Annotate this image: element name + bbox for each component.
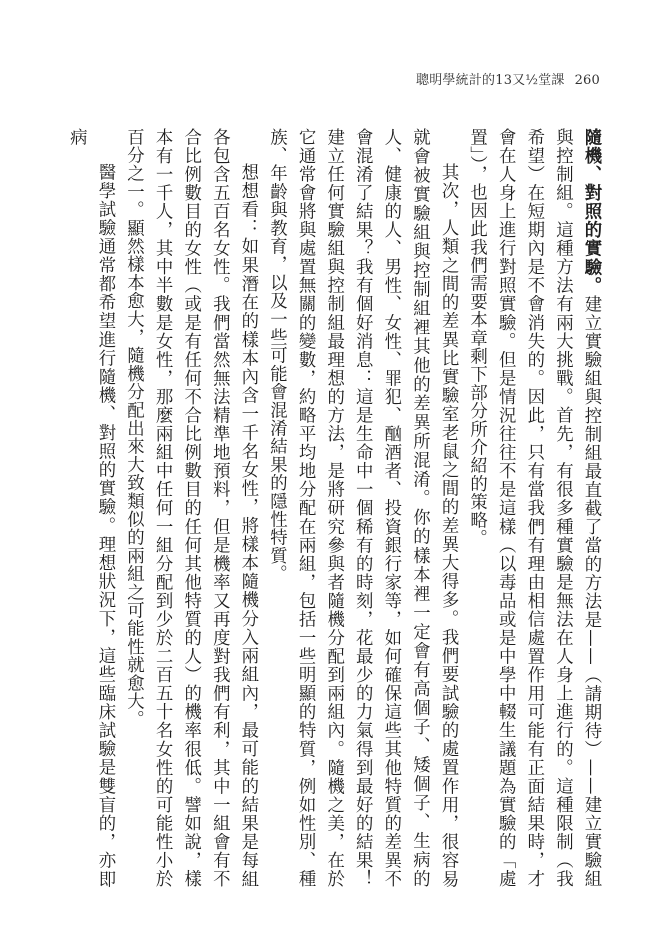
paragraph-text: 醫學試驗通常都希望進行隨機、對照的實驗。理想狀況下，這些臨床試驗是雙盲的，亦即病 — [66, 128, 115, 888]
paragraph — [119, 128, 262, 888]
paragraph-text: 其次，人類之間的差異比實驗室老鼠之間的差異大得多。我們要試驗的處置作用，很容易就會被實驗組與控制組裡其他的差異所混淆。你的樣本裡一定會有高個子、矮個子、生病的人、健康的人、男性、女性、罪犯、酗酒者、投資銀行家等，如何確保這些其他特質的差異不會混淆了結果？我有個好消息：這是生命中一個稀有的時刻，花最少的力氣得到最好的結果！建立任何實驗組與控制組最理想的方法，是將研究參與者隨機分配到兩組內。隨機之美，在於它通常會將與處置無關的變數，約略平均地分配在兩組，包括一些明顯的特質，例如性別、種族、年齡與教育，以及一些可能會混淆結果的隱性特質。 — [266, 128, 459, 888]
running-head — [416, 69, 600, 88]
paragraph — [62, 128, 119, 888]
paragraph-text: 想想看：如果潛在的樣本內含一千名女性，將樣本隨機分入兩組內，最可能的結果是每組各包含五百名女性。我們當然無法精準地預料，但是機率又再度對我們有利，其中一組會有不合比例數目的女性（或是有任何不合比例數目的任何其他特質的人）的機率很低。譬如說，樣本有一千人，其中半數是女性，那麼兩組中任何一組分配到少於二百五十名女性的可能性小於百分之一。顯然樣本愈大，隨機分配出來大致類似的兩組之可能性就愈大。 — [123, 128, 258, 888]
paragraph — [462, 128, 605, 888]
body-text — [57, 128, 605, 888]
paragraph — [262, 128, 462, 888]
book-title: 聰明學統計的13又½堂課 — [416, 73, 565, 88]
page-number: 260 — [574, 73, 600, 88]
paragraph-text: 建立實驗組與控制組最直截了當的方法是——（請期待）——建立實驗組與控制組。這種方法有兩大挑戰。首先，有很多種實驗是無法在人身上進行的。這種限制（我希望）在短期內是不會消失的。因此，只有當我們有理由相信處置作用可能有正面結果時，才會在人身上進行對照實驗。但是情況往往不是這樣（以毒品或是中學中輟生議題為實驗的「處置」），也因此我們需要本章剩下部分所介紹的策略。 — [466, 128, 601, 888]
paragraph-lead: 隨機、對照的實驗。 — [581, 128, 601, 296]
